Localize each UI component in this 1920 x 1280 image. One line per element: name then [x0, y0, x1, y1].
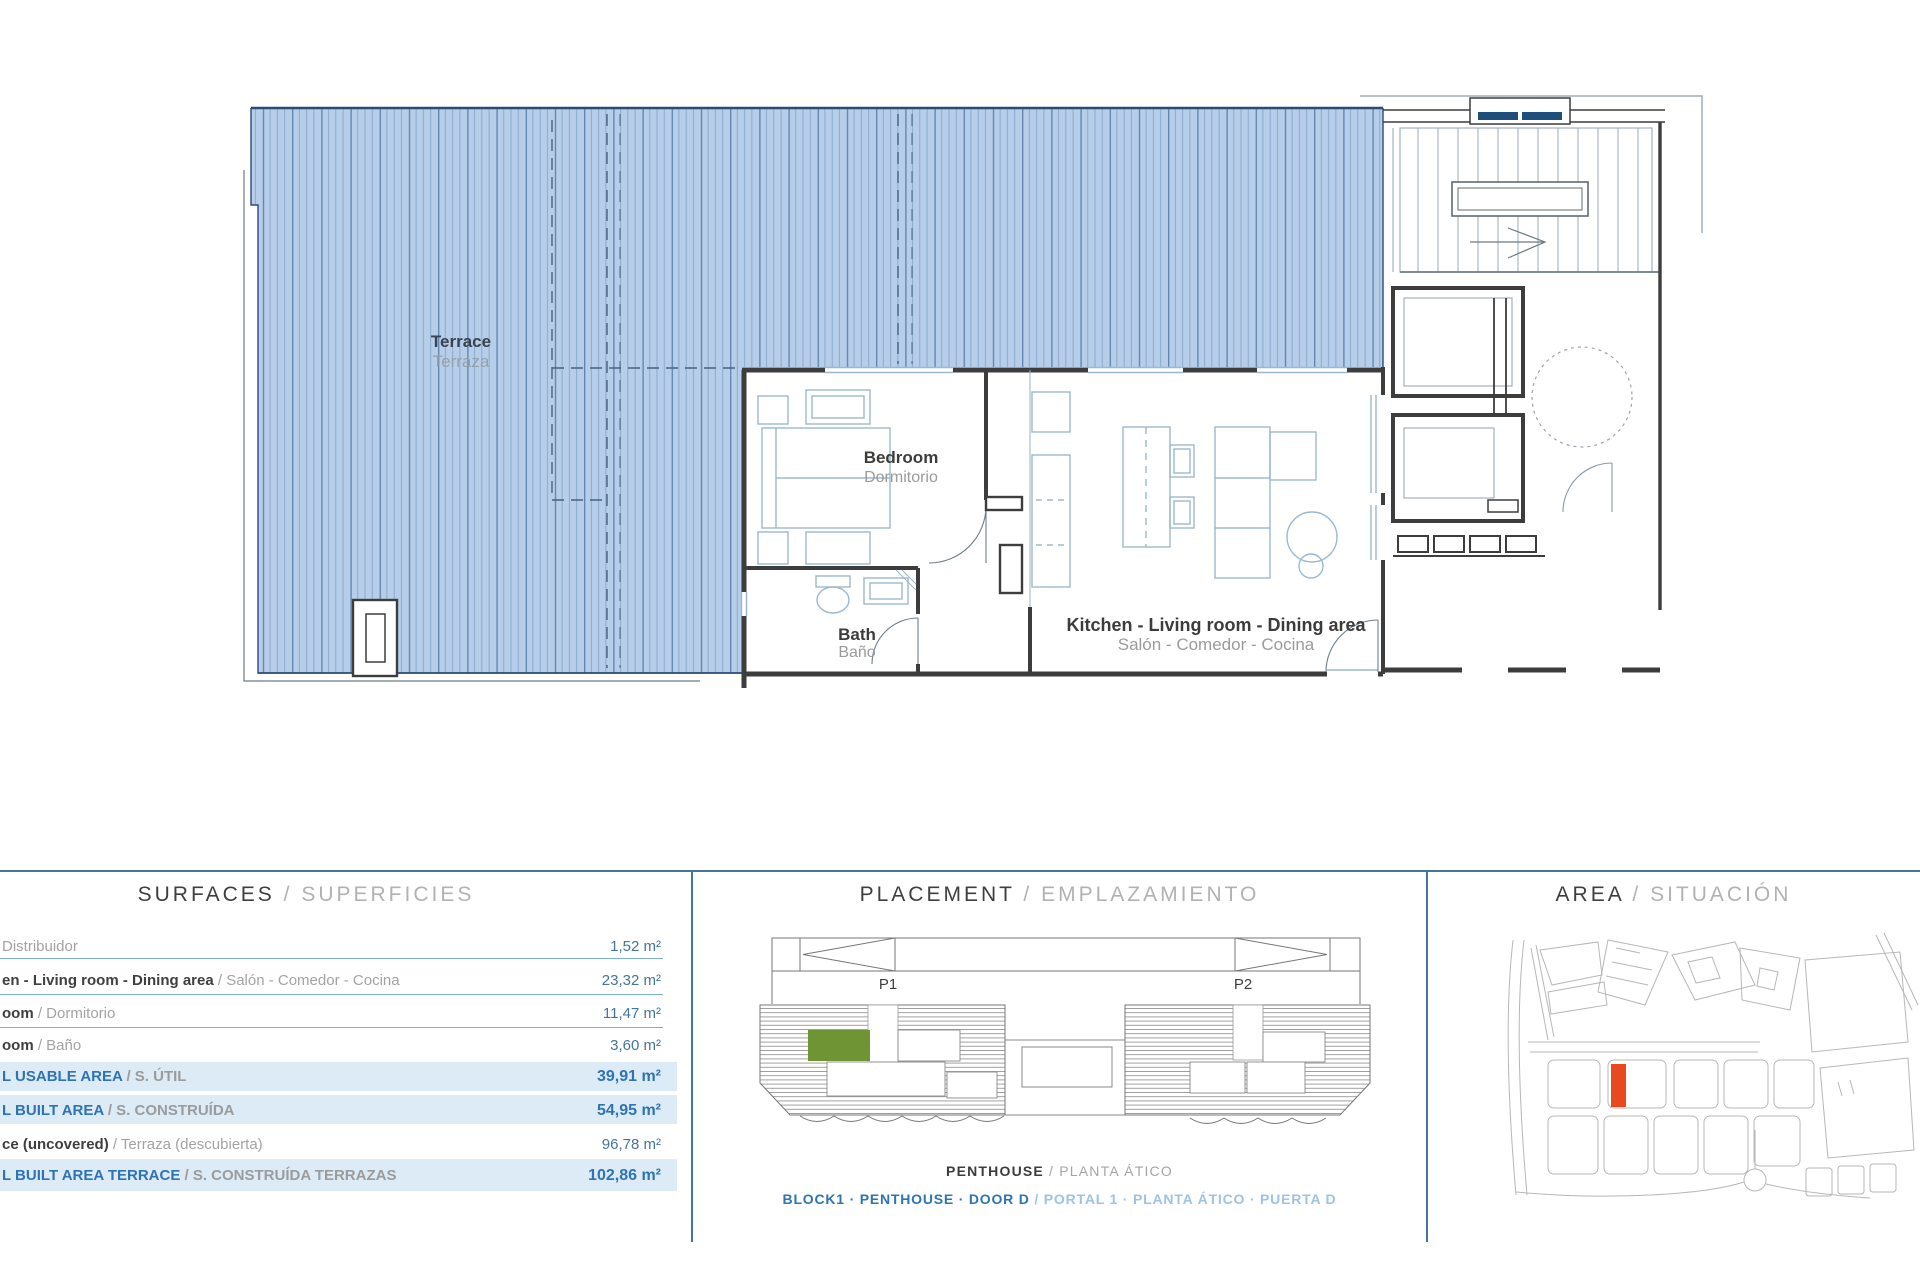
portal-2-label: P2 [1233, 976, 1253, 993]
site-map [1508, 933, 1918, 1198]
terrace-label [431, 332, 491, 372]
table-row-total: L USABLE AREA / S. ÚTIL 39,91 m² [2, 1068, 661, 1085]
location-plot [1611, 1064, 1626, 1107]
table-row: ce (uncovered) / Terraza (descubierta) 96,78 m² [2, 1136, 661, 1153]
building-block-2 [1125, 1005, 1370, 1124]
bath-fixtures [816, 570, 916, 613]
terrace-label-en: Terrace [430, 332, 492, 351]
placement-unit-type: PENTHOUSE / PLANTA ÁTICO [946, 1163, 1173, 1179]
placement-title: PLACEMENT / EMPLAZAMIENTO [859, 883, 1260, 906]
wardrobes [986, 497, 1022, 593]
kitchen-label: Kitchen - Living room - Dining area Salón - Comedor - Cocina [1066, 615, 1366, 654]
table-row: Distribuidor 1,52 m² [2, 938, 661, 955]
entry-door-blue [1478, 112, 1518, 120]
table-row-total: L BUILT AREA TERRACE / S. CONSTRUÍDA TERRAZAS 102,86 m² [2, 1167, 661, 1184]
common-area [1360, 96, 1702, 670]
table-row-total: L BUILT AREA / S. CONSTRUÍDA 54,95 m² [2, 1102, 661, 1119]
living-furniture [1032, 392, 1337, 587]
building-block-1 [760, 1005, 1005, 1122]
surfaces-title: SURFACES / SUPERFICIES [137, 883, 475, 906]
area-title: AREA / SITUACIÓN [1555, 883, 1792, 906]
table-row: oom / Dormitorio 11,47 m² [2, 1005, 661, 1022]
terrace-label-es: Terraza [432, 352, 490, 371]
highlighted-unit [808, 1030, 870, 1061]
portal-1-label: P1 [878, 976, 898, 993]
building-middle [1005, 1040, 1125, 1115]
terrace-pillar [353, 600, 397, 676]
mailboxes [1398, 536, 1536, 552]
bath-label: Bath Baño [838, 625, 876, 661]
elevation-top-bar [772, 938, 1360, 1004]
table-row: en - Living room - Dining area / Salón - Comedor - Cocina 23,32 m² [2, 972, 661, 989]
table-row: oom / Baño 3,60 m² [2, 1037, 661, 1054]
dashed-circle [1532, 347, 1632, 447]
placement-unit-ref: BLOCK1 · PENTHOUSE · DOOR D / PORTAL 1 · PLANTA ÁTICO · PUERTA D [782, 1191, 1337, 1207]
placement-drawing [0, 871, 1920, 1280]
bedroom-label: Bedroom Dormitorio [863, 448, 939, 486]
